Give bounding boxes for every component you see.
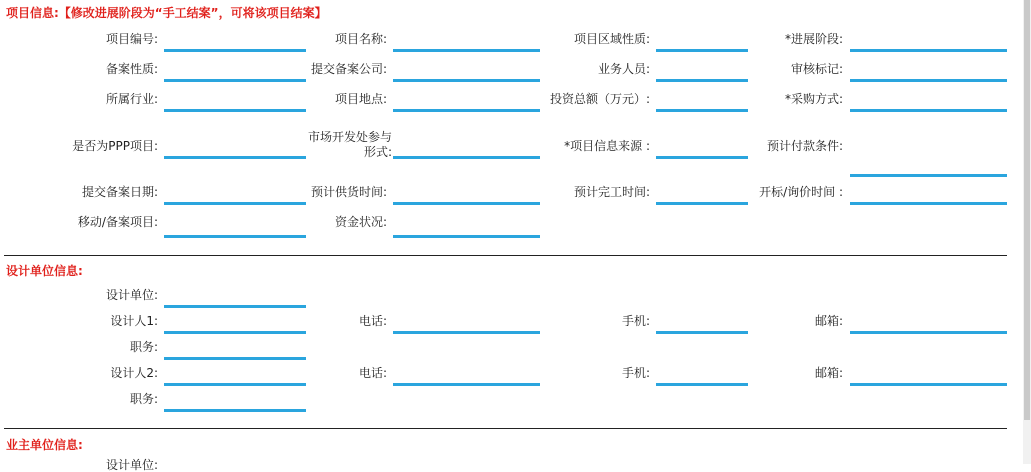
mobile-filing-input[interactable] xyxy=(164,221,306,238)
designer2-phone-label: 电话: xyxy=(358,366,387,380)
project-code-label: 项目编号: xyxy=(105,32,158,46)
project-code-input[interactable] xyxy=(164,35,306,52)
filing-date-label: 提交备案日期: xyxy=(81,185,158,199)
owner-unit-label: 设计单位: xyxy=(105,458,158,472)
region-nature-input[interactable] xyxy=(656,35,748,52)
designer2-label: 设计人2: xyxy=(110,366,158,380)
procurement-label: *采购方式: xyxy=(784,92,843,106)
designer2-mobile-input[interactable] xyxy=(656,369,748,386)
funding-input[interactable] xyxy=(393,221,540,238)
designer1-label: 设计人1: xyxy=(110,314,158,328)
payment-terms-label: 预计付款条件: xyxy=(766,139,843,153)
vertical-scrollbar[interactable] xyxy=(1023,0,1031,464)
info-source-label: *项目信息来源 : xyxy=(564,139,650,153)
completion-time-input[interactable] xyxy=(656,188,748,205)
location-label: 项目地点: xyxy=(334,92,387,106)
designer2-position-input[interactable] xyxy=(164,395,306,412)
designer2-position-label: 职务: xyxy=(129,392,158,406)
designer2-email-input[interactable] xyxy=(850,369,1007,386)
review-mark-input[interactable] xyxy=(850,65,1007,82)
filing-nature-label: 备案性质: xyxy=(105,62,158,76)
filing-company-label: 提交备案公司: xyxy=(310,62,387,76)
info-source-input[interactable] xyxy=(656,142,748,159)
payment-terms-input[interactable] xyxy=(850,160,1007,177)
industry-input[interactable] xyxy=(164,95,306,112)
project-section-title: 项目信息:【修改进展阶段为“手工结案”，可将该项目结案】 xyxy=(6,6,327,20)
section-divider xyxy=(4,255,1007,256)
designer1-phone-input[interactable] xyxy=(393,317,540,334)
designer2-mobile-label: 手机: xyxy=(621,366,650,380)
salesperson-input[interactable] xyxy=(656,65,748,82)
designer1-position-input[interactable] xyxy=(164,343,306,360)
project-name-input[interactable] xyxy=(393,35,540,52)
designer1-email-label: 邮箱: xyxy=(814,314,843,328)
progress-stage-select[interactable] xyxy=(850,35,1007,52)
designer1-phone-label: 电话: xyxy=(358,314,387,328)
procurement-select[interactable] xyxy=(850,95,1007,112)
designer1-email-input[interactable] xyxy=(850,317,1007,334)
investment-input[interactable] xyxy=(656,95,748,112)
filing-company-input[interactable] xyxy=(393,65,540,82)
market-dev-input[interactable] xyxy=(393,142,540,159)
designer2-email-label: 邮箱: xyxy=(814,366,843,380)
designer2-input[interactable] xyxy=(164,369,306,386)
market-dev-label: 市场开发处参与形式: xyxy=(307,130,392,159)
design-unit-label: 设计单位: xyxy=(105,288,158,302)
funding-label: 资金状况: xyxy=(334,215,387,229)
ppp-label: 是否为PPP项目: xyxy=(72,139,158,153)
review-mark-label: 审核标记: xyxy=(790,62,843,76)
designer2-phone-input[interactable] xyxy=(393,369,540,386)
design-unit-input[interactable] xyxy=(164,291,306,308)
salesperson-label: 业务人员: xyxy=(597,62,650,76)
designer1-mobile-input[interactable] xyxy=(656,317,748,334)
ppp-input[interactable] xyxy=(164,142,306,159)
progress-stage-label: *进展阶段: xyxy=(784,32,843,46)
industry-label: 所属行业: xyxy=(105,92,158,106)
mobile-filing-label: 移动/备案项目: xyxy=(77,215,158,229)
designer1-input[interactable] xyxy=(164,317,306,334)
owner-section-title: 业主单位信息: xyxy=(6,438,83,452)
location-input[interactable] xyxy=(393,95,540,112)
scrollbar-thumb[interactable] xyxy=(1024,0,1030,420)
investment-label: 投资总额（万元）: xyxy=(549,92,650,106)
filing-nature-input[interactable] xyxy=(164,65,306,82)
region-nature-label: 项目区域性质: xyxy=(573,32,650,46)
supply-time-input[interactable] xyxy=(393,188,540,205)
bid-time-input[interactable] xyxy=(850,188,1007,205)
design-section-title: 设计单位信息: xyxy=(6,264,83,278)
completion-time-label: 预计完工时间: xyxy=(573,185,650,199)
supply-time-label: 预计供货时间: xyxy=(310,185,387,199)
bid-time-label: 开标/询价时间 : xyxy=(759,185,843,199)
project-name-label: 项目名称: xyxy=(334,32,387,46)
section-divider xyxy=(4,428,1007,429)
designer1-position-label: 职务: xyxy=(129,340,158,354)
filing-date-input[interactable] xyxy=(164,188,306,205)
designer1-mobile-label: 手机: xyxy=(621,314,650,328)
